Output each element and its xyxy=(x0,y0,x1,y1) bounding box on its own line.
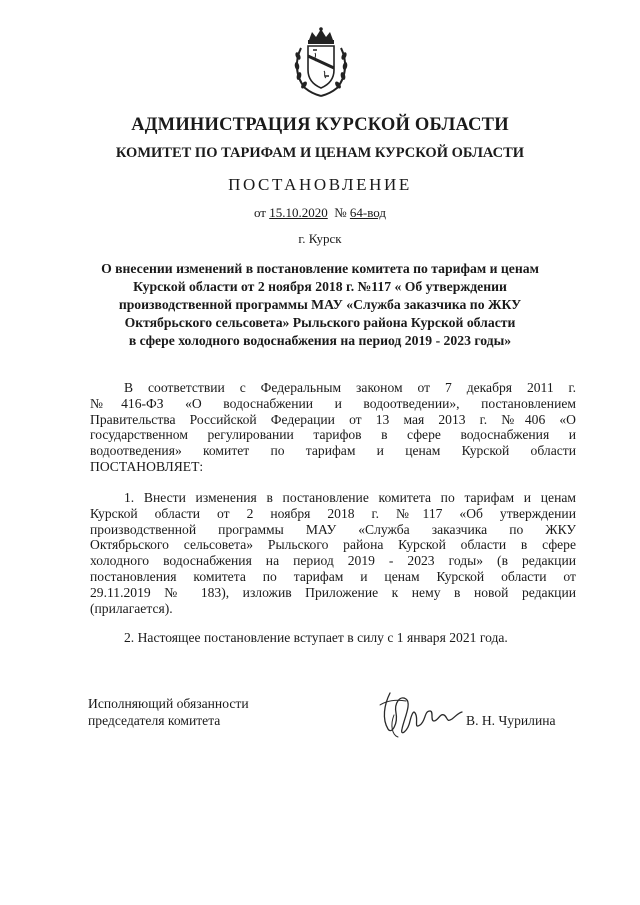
document-number: 64-вод xyxy=(349,205,387,220)
paragraph-line: Октябрьского сельсовета» Рыльского района Курской области в сфере xyxy=(90,537,576,553)
preamble-paragraph xyxy=(90,380,576,475)
paragraph-line: 29.11.2019 № 183), изложив Приложение к нему в новой редакции xyxy=(90,584,576,600)
subject-line: производственной программы МАУ «Служба заказчика по ЖКУ xyxy=(118,297,522,312)
position-line: председателя комитета xyxy=(88,713,221,728)
signatory-name: В. Н. Чурилина xyxy=(466,713,556,728)
clause-1-paragraph xyxy=(90,490,576,616)
handwritten-signature xyxy=(376,685,466,740)
paragraph-line: 1. Внести изменения в постановление комитета по тарифам и ценам xyxy=(124,490,576,505)
paragraph-line: водоотведения» комитет по тарифам и ценам Курской области xyxy=(90,443,576,459)
document-date-number xyxy=(0,205,640,221)
document-type: ПОСТАНОВЛЕНИЕ xyxy=(228,175,412,194)
document-subject xyxy=(80,260,560,350)
number-prefix: № xyxy=(334,205,347,220)
kursk-coat-of-arms-icon xyxy=(291,26,351,98)
clause-2-paragraph xyxy=(90,630,576,646)
subject-line: в сфере холодного водоснабжения на период 2019 - 2023 годы» xyxy=(128,333,512,348)
paragraph-line: ПОСТАНОВЛЯЕТ: xyxy=(90,458,204,474)
paragraph-line: Правительства Российской Федерации от 13 мая 2013 г. №406 «О xyxy=(90,411,576,427)
paragraph-text: 2. Настоящее постановление вступает в силу с 1 января 2021 года. xyxy=(124,630,508,645)
paragraph-line: государственном регулировании тарифов в сфере водоснабжения и xyxy=(90,427,576,443)
paragraph-line: Курской области от 2 ноября 2018 г. №117 «Об утверждении xyxy=(90,505,576,521)
paragraph-line: холодного водоснабжения на период 2019 - 2023 годы» (в редакции xyxy=(90,553,576,569)
committee-title: КОМИТЕТ ПО ТАРИФАМ И ЦЕНАМ КУРСКОЙ ОБЛАСТИ xyxy=(115,145,525,161)
organization-title: АДМИНИСТРАЦИЯ КУРСКОЙ ОБЛАСТИ xyxy=(131,115,509,135)
subject-line: О внесении изменений в постановление комитета по тарифам и ценам xyxy=(101,261,539,276)
document-date: 15.10.2020 xyxy=(269,205,328,220)
date-prefix: от xyxy=(253,205,266,220)
paragraph-line: производственной программы МАУ «Служба заказчика по ЖКУ xyxy=(90,521,576,537)
paragraph-line: (прилагается). xyxy=(90,600,173,616)
city: г. Курск xyxy=(298,231,342,246)
signatory-position xyxy=(88,695,249,729)
paragraph-line: постановления комитета по тарифам и ценам Курской области от xyxy=(90,568,576,584)
subject-line: Октябрьского сельсовета» Рыльского района Курской области xyxy=(124,315,516,330)
paragraph-line: №416-ФЗ «О водоснабжении и водоотведении», постановлением xyxy=(90,395,576,411)
subject-line: Курской области от 2 ноября 2018 г. №117 « Об утверждении xyxy=(133,279,507,294)
paragraph-line: В соответствии с Федеральным законом от 7 декабря 2011 г. xyxy=(124,380,576,395)
position-line: Исполняющий обязанности xyxy=(88,696,249,711)
